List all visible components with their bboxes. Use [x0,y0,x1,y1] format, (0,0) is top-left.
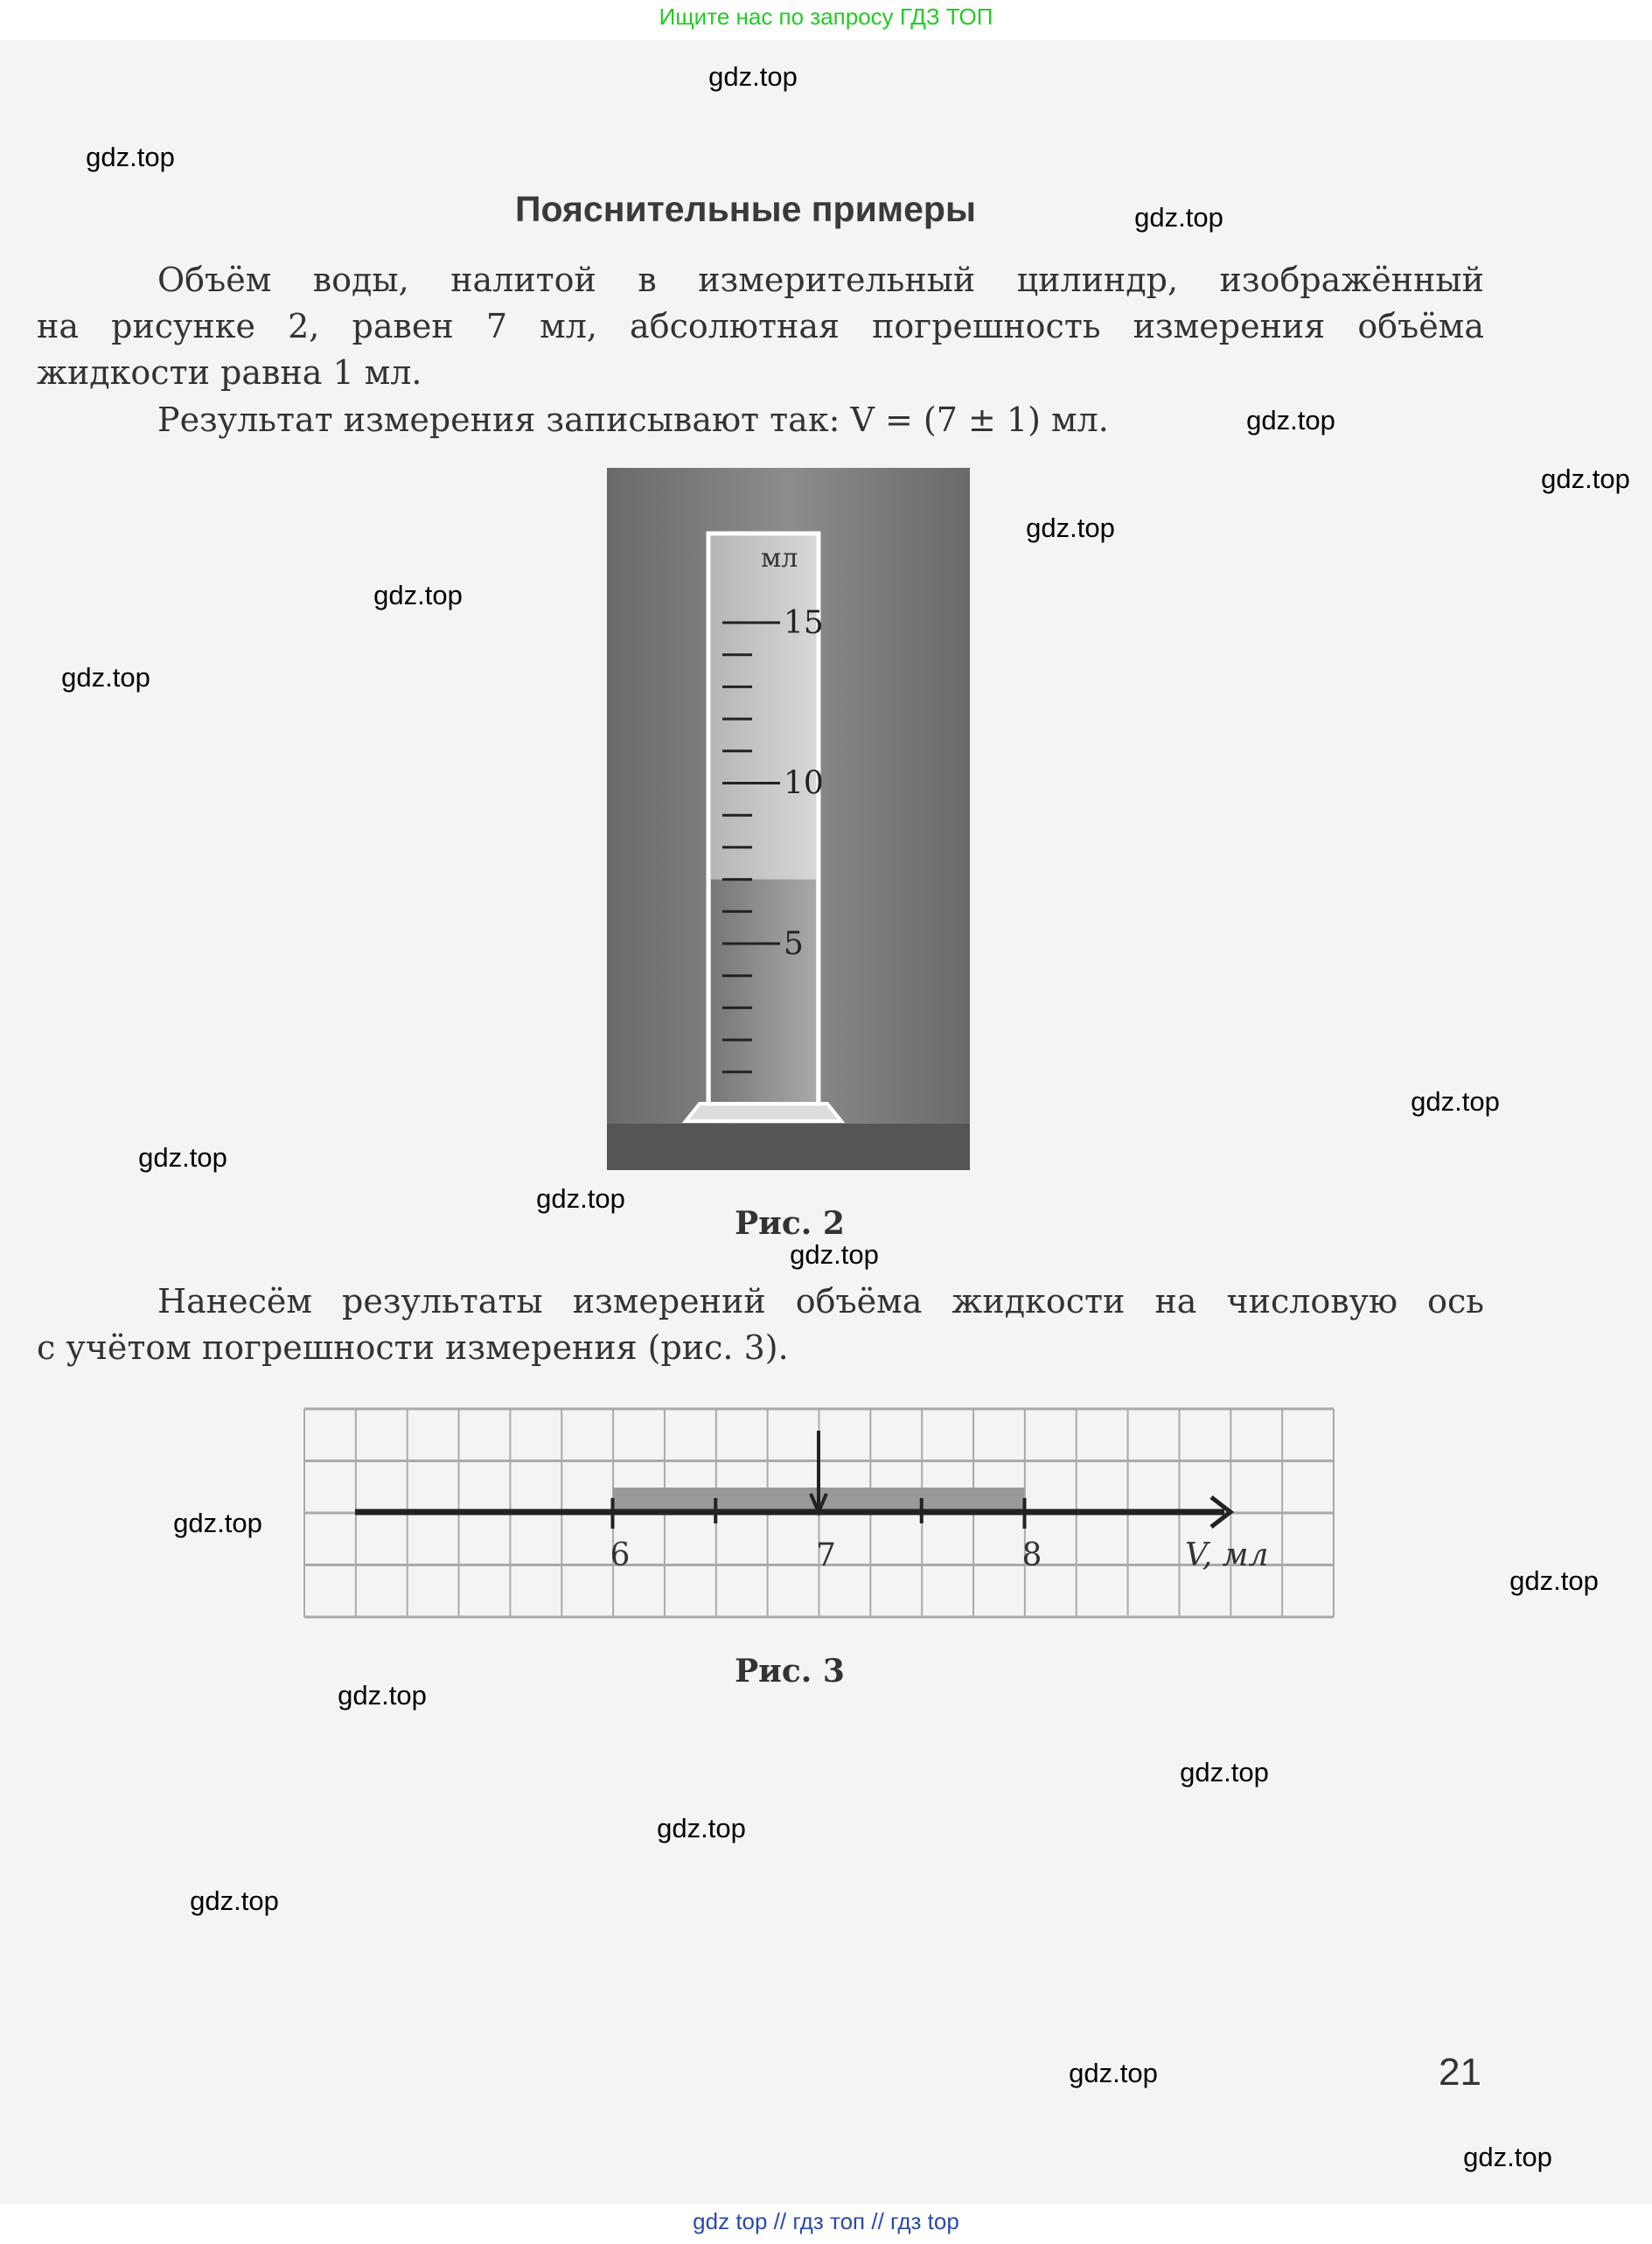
text-line: жидкости равна 1 мл. [37,353,422,392]
axis-tick-label: 7 [816,1537,836,1573]
watermark: gdz.top [536,1183,625,1214]
watermark: gdz.top [138,1142,227,1173]
footer-links[interactable]: gdz top // гдз топ // гдз top [693,2208,959,2234]
watermark: gdz.top [338,1680,427,1711]
watermark: gdz.top [86,142,175,172]
watermark: gdz.top [708,61,798,92]
watermark: gdz.top [1026,512,1115,543]
axis-label: V, мл [1185,1537,1269,1573]
search-banner[interactable]: Ищите нас по запросу ГДЗ ТОП [659,3,993,30]
section-title: Пояснительные примеры [515,189,976,229]
figure-2-caption: Рис. 2 [735,1205,845,1242]
watermark: gdz.top [61,662,150,693]
text-line: Объём воды, налитой в измерительный цилиндр, изображённый [157,261,1484,299]
watermark: gdz.top [1509,1565,1599,1596]
watermark: gdz.top [790,1239,879,1270]
watermark: gdz.top [190,1885,279,1916]
watermark: gdz.top [1134,202,1223,233]
watermark: gdz.top [1463,2142,1552,2172]
scale-label: 10 [784,765,824,802]
scale-label: 5 [784,926,804,962]
text-line: Нанесём результаты измерений объёма жидкости на числовую ось [157,1282,1484,1321]
watermark: gdz.top [657,1813,746,1843]
watermark: gdz.top [1411,1086,1500,1117]
watermark: gdz.top [1069,2058,1158,2088]
scale-label: 15 [784,605,824,641]
text-line: на рисунке 2, равен 7 мл, абсолютная погрешность измерения объёма [37,307,1484,345]
watermark: gdz.top [1541,463,1630,494]
watermark: gdz.top [173,1508,262,1538]
paragraph-2: Результат измерения записывают так: V = (7 ± 1) мл. [157,401,1109,439]
watermark: gdz.top [1246,405,1335,436]
text-line: с учётом погрешности измерения (рис. 3). [37,1328,789,1367]
axis-tick-label: 8 [1021,1537,1042,1573]
watermark: gdz.top [373,580,463,610]
axis-tick-label: 6 [610,1537,631,1573]
figure-3-caption: Рис. 3 [735,1653,845,1690]
page-number: 21 [1439,2051,1481,2094]
watermark: gdz.top [1180,1757,1269,1788]
unit-label: мл [761,543,798,574]
